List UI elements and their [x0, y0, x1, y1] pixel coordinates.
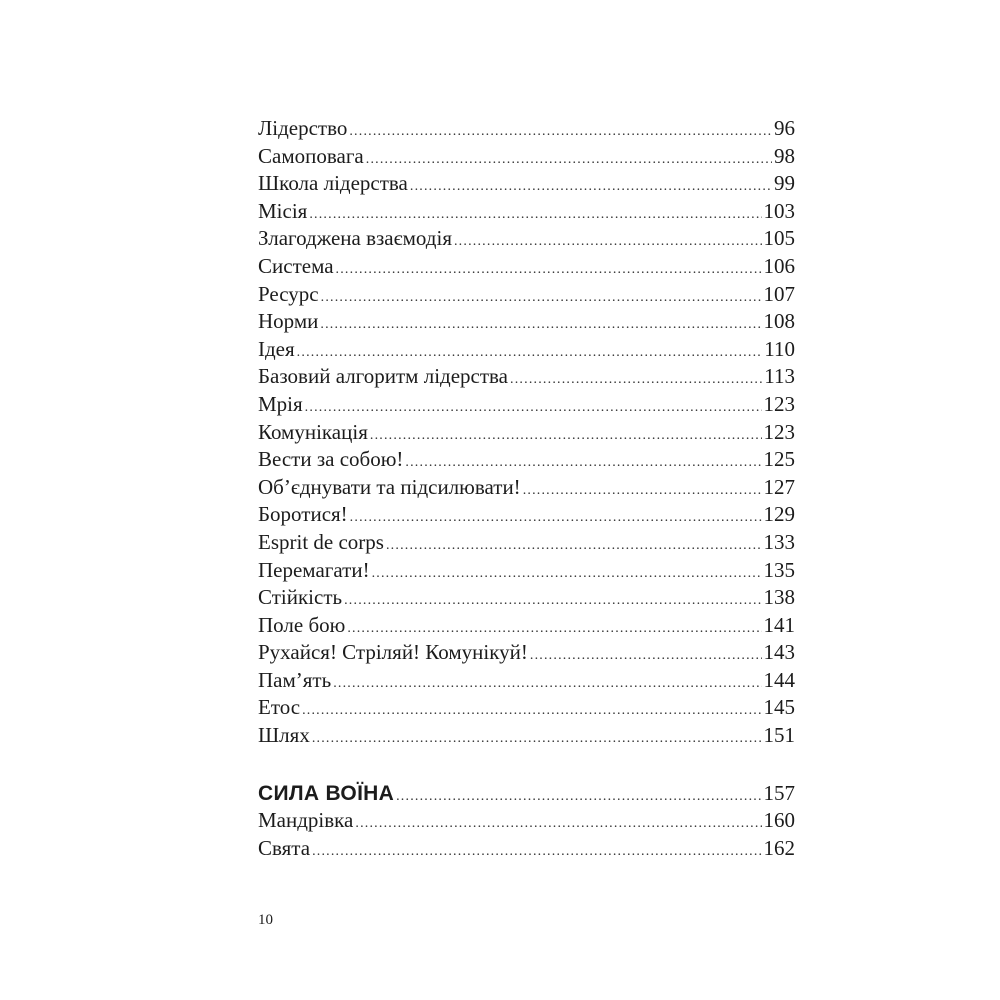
toc-entry-page: 144: [763, 667, 795, 692]
toc-leader-dots: [309, 201, 761, 229]
toc-entry-title: Норми: [258, 309, 319, 334]
toc-entry-title: Базовий алгоритм лідерства: [258, 364, 509, 389]
toc-entry-page: 141: [763, 612, 795, 637]
toc-entry-title: Місія: [258, 198, 308, 223]
toc-leader-dots: [386, 532, 762, 560]
toc-entry: [258, 835, 795, 863]
toc-entry: [258, 253, 795, 281]
toc-entry: [258, 170, 795, 198]
toc-entry: [258, 363, 795, 391]
toc-entry-title: Стійкість: [258, 585, 343, 610]
toc-entry-page: 98: [774, 143, 795, 168]
toc-leader-dots: [321, 284, 762, 312]
toc-entry-title: Злагоджена взаємодія: [258, 226, 452, 251]
toc-leader-dots: [370, 422, 762, 450]
toc-entry: [258, 612, 795, 640]
toc-leader-dots: [305, 394, 762, 422]
toc-entry: [258, 474, 795, 502]
toc-leader-dots: [320, 311, 761, 339]
toc-entry-page: 105: [763, 226, 795, 251]
toc-entry-title: Пам’ять: [258, 667, 332, 692]
page-number: 10: [258, 912, 273, 928]
toc-leader-dots: [396, 783, 761, 811]
toc-entry-title: Поле бою: [258, 612, 346, 637]
toc-entry: [258, 694, 795, 722]
toc-entry-title: Шлях: [258, 723, 310, 748]
toc-entry: [258, 667, 795, 695]
toc-leader-dots: [350, 504, 762, 532]
toc-leader-dots: [312, 725, 762, 753]
toc-entry: [258, 807, 795, 835]
toc-entry-title: Боротися!: [258, 502, 348, 527]
toc-entry-page: 107: [763, 281, 795, 306]
toc-entry-page: 133: [763, 529, 795, 554]
toc-entry: [258, 557, 795, 585]
toc-entry-page: 127: [763, 474, 795, 499]
toc-entry-page: 110: [764, 336, 795, 361]
toc-entry-page: 108: [763, 309, 795, 334]
toc-leader-dots: [344, 587, 761, 615]
toc-entry-title: Свята: [258, 835, 311, 860]
toc-entry: [258, 308, 795, 336]
toc-entry: [258, 198, 795, 226]
toc-entry: [258, 115, 795, 143]
toc-entry: [258, 584, 795, 612]
toc-leader-dots: [530, 642, 762, 670]
toc-leader-dots: [405, 449, 761, 477]
toc-entry: [258, 529, 795, 557]
toc-entry-page: 151: [763, 723, 795, 748]
toc-entry: [258, 336, 795, 364]
toc-entry-page: 96: [774, 116, 795, 140]
toc-entry-title: Перемагати!: [258, 557, 370, 582]
toc-entry-page: 103: [763, 198, 795, 223]
toc-section-page: 157: [763, 780, 795, 805]
toc-entry-page: 135: [763, 557, 795, 582]
toc-leader-dots: [347, 615, 761, 643]
toc-leader-dots: [372, 560, 762, 588]
toc-entry-title: Школа лідерства: [258, 171, 408, 196]
toc-entry-title: Комунікація: [258, 419, 368, 444]
toc-leader-dots: [302, 697, 761, 725]
toc-leader-dots: [312, 838, 761, 866]
toc-entry-title: Лідерство: [258, 116, 348, 140]
toc-leader-dots: [454, 228, 762, 256]
toc-entry: [258, 722, 795, 750]
toc-entry: [258, 143, 795, 171]
toc-entry-title: Система: [258, 253, 334, 278]
table-of-contents: [258, 115, 795, 862]
toc-entry-title: Етос: [258, 695, 301, 720]
toc-leader-dots: [333, 670, 761, 698]
toc-entry: [258, 225, 795, 253]
toc-entry-page: 99: [774, 171, 795, 196]
toc-entry-page: 129: [763, 502, 795, 527]
toc-entry-title: Мандрівка: [258, 808, 354, 833]
toc-leader-dots: [410, 173, 772, 201]
toc-entry-title: Самоповага: [258, 143, 364, 168]
toc-entry-page: 123: [763, 419, 795, 444]
toc-leader-dots: [349, 118, 772, 146]
toc-entry-page: 162: [763, 835, 795, 860]
toc-entry-title: Esprit de corps: [258, 529, 384, 554]
toc-entry-page: 138: [763, 585, 795, 610]
toc-entry-title: Вести за собою!: [258, 447, 404, 472]
toc-leader-dots: [297, 339, 763, 367]
section-spacer: [258, 750, 795, 780]
toc-leader-dots: [366, 146, 772, 174]
toc-section-heading: [258, 780, 795, 808]
toc-entry: [258, 391, 795, 419]
toc-entry-page: 145: [763, 695, 795, 720]
toc-entry-title: Мрія: [258, 391, 303, 416]
toc-entry-page: 106: [763, 253, 795, 278]
toc-entry-page: 143: [763, 640, 795, 665]
toc-leader-dots: [523, 477, 762, 505]
toc-entry-page: 113: [764, 364, 795, 389]
toc-leader-dots: [336, 256, 762, 284]
toc-entry-title: Об’єднувати та підсилювати!: [258, 474, 521, 499]
toc-entry-title: Ресурс: [258, 281, 319, 306]
toc-entry: [258, 639, 795, 667]
toc-entry: [258, 501, 795, 529]
toc-entry-page: 123: [763, 391, 795, 416]
toc-entry-title: Ідея: [258, 336, 295, 361]
toc-entry: [258, 446, 795, 474]
toc-leader-dots: [355, 810, 761, 838]
toc-entry-page: 125: [763, 447, 795, 472]
toc-entry-title: Рухайся! Стріляй! Комунікуй!: [258, 640, 528, 665]
toc-entry: [258, 419, 795, 447]
toc-section-title: СИЛА ВОЇНА: [258, 781, 395, 805]
toc-entry-page: 160: [763, 808, 795, 833]
toc-leader-dots: [510, 366, 762, 394]
toc-entry: [258, 281, 795, 309]
